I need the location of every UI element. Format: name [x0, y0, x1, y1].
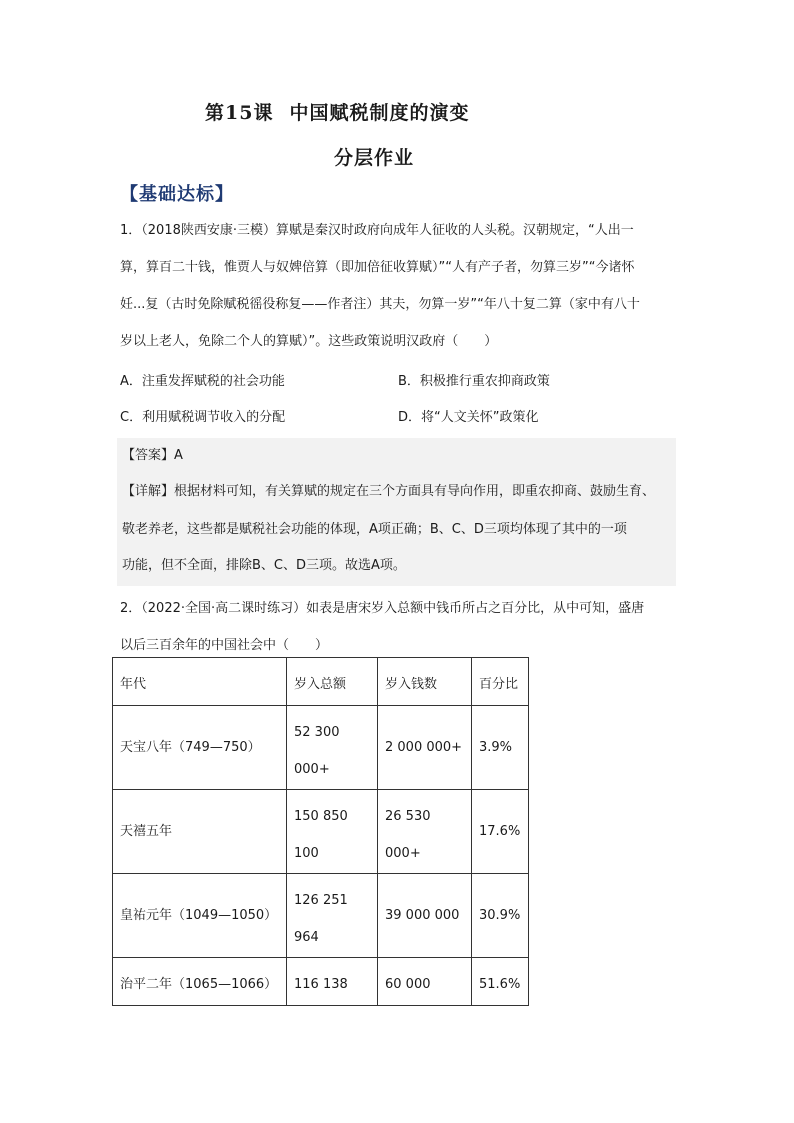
pct-cell: 30.9%	[472, 874, 529, 958]
header-cell: 年代	[113, 658, 287, 706]
cell-line: 964	[294, 930, 319, 945]
table-row	[113, 706, 529, 790]
explanation-line: 功能，但不全面，排除B、C、D三项。故选A项。	[122, 558, 406, 573]
era-cell: 皇祐元年（1049—1050）	[113, 874, 287, 958]
question-2-stem	[120, 590, 676, 664]
option-c: C．利用赋税调节收入的分配	[120, 410, 286, 425]
text-line: 算，算百二十钱，惟贾人与奴婢倍算（即加倍征收算赋）”“人有产子者，勿算三岁”“今诸怀	[120, 260, 635, 275]
explanation-line: 【详解】根据材料可知，有关算赋的规定在三个方面具有导向作用，即重农抑商、鼓励生育、	[122, 484, 656, 499]
total-cell	[287, 874, 378, 958]
option-a: A．注重发挥赋税的社会功能	[120, 374, 285, 389]
pct-cell: 17.6%	[472, 790, 529, 874]
header-cell: 百分比	[472, 658, 529, 706]
cell-line: 52 300	[294, 725, 340, 740]
table-row	[113, 790, 529, 874]
text-line: 岁以上老人，免除二个人的算赋）”。这些政策说明汉政府（ ）	[120, 334, 498, 349]
cell-line: 100	[294, 846, 319, 861]
cell-line: 26 530	[385, 809, 431, 824]
total-cell	[287, 790, 378, 874]
total-cell	[287, 706, 378, 790]
answer-panel	[117, 438, 676, 586]
era-cell: 天宝八年（749—750）	[113, 706, 287, 790]
coins-cell: 60 000	[378, 958, 472, 1006]
text-line: 妊...复（古时免除赋税徭役称复——作者注）其夫，勿算一岁”“年八十复二算（家中有八十	[120, 297, 640, 312]
table-row	[113, 874, 529, 958]
coins-cell: 39 000 000	[378, 874, 472, 958]
era-cell: 天禧五年	[113, 790, 287, 874]
pct-cell: 3.9%	[472, 706, 529, 790]
option-b: B．积极推行重农抑商政策	[398, 374, 550, 389]
coins-cell: 2 000 000+	[378, 706, 472, 790]
table-header-row	[113, 658, 529, 706]
lesson-name: 中国赋税制度的演变	[289, 102, 470, 124]
explanation-line: 敬老养老，这些都是赋税社会功能的体现，A项正确；B、C、D三项均体现了其中的一项	[122, 522, 627, 537]
header-cell: 岁入总额	[287, 658, 378, 706]
answer-label: 【答案】A	[122, 448, 183, 463]
header-cell: 岁入钱数	[378, 658, 472, 706]
total-cell: 116 138	[287, 958, 378, 1006]
pct-cell: 51.6%	[472, 958, 529, 1006]
revenue-table	[112, 657, 529, 1006]
text-line: 1．（2018陕西安康·三模）算赋是秦汉时政府向成年人征收的人头税。汉朝规定，“人出一	[120, 223, 634, 238]
text-line: 2．（2022·全国·高二课时练习）如表是唐宋岁入总额中钱币所占之百分比，从中可知，盛唐	[120, 601, 645, 616]
cell-line: 000+	[385, 846, 421, 861]
lesson-title	[205, 98, 469, 125]
section-heading: 【基础达标】	[120, 184, 234, 205]
lesson-number: 第15课	[205, 102, 274, 124]
text-line: 以后三百余年的中国社会中（ ）	[120, 638, 329, 653]
coins-cell	[378, 790, 472, 874]
table-row	[113, 958, 529, 1006]
option-d: D．将“人文关怀”政策化	[398, 410, 539, 425]
era-cell: 治平二年（1065—1066）	[113, 958, 287, 1006]
cell-line: 126 251	[294, 893, 348, 908]
cell-line: 150 850	[294, 809, 348, 824]
cell-line: 000+	[294, 762, 330, 777]
page-subtitle: 分层作业	[334, 147, 415, 169]
question-1-stem	[120, 212, 676, 360]
